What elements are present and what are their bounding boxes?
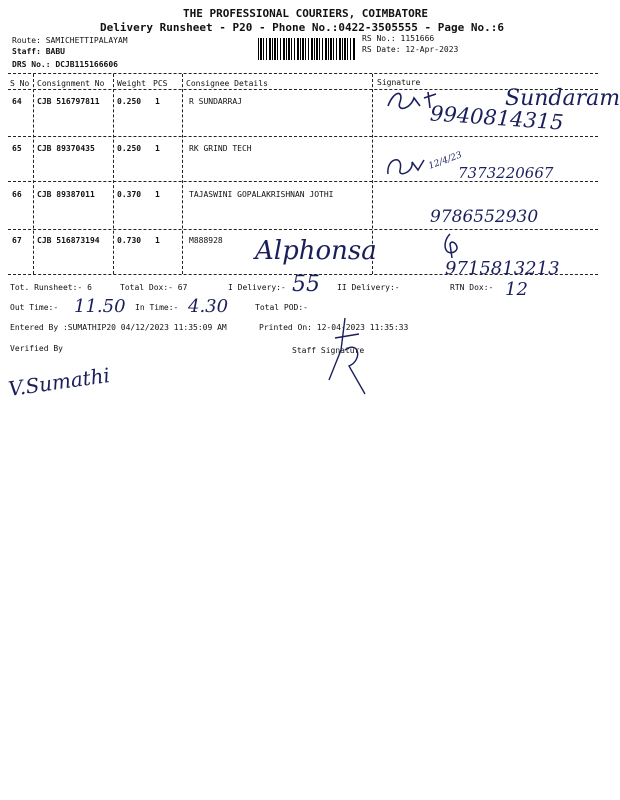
row-65-consignment: CJB 89370435 — [37, 144, 95, 153]
col-rule — [113, 74, 114, 274]
signature-65-phone: 7373220667 — [458, 164, 554, 182]
verified-by-label: Verified By — [10, 344, 63, 353]
row-67-consignee: M888928 — [189, 236, 223, 245]
entered-by: Entered By :SUMATHIP20 04/12/2023 11:35:09 AM — [10, 323, 227, 332]
row-65-pcs: 1 — [155, 144, 160, 153]
row-66-weight: 0.370 — [117, 190, 142, 199]
i-delivery-label: I Delivery:- — [228, 283, 286, 292]
rs-date: RS Date: 12-Apr-2023 — [362, 45, 459, 54]
col-header-pcs: PCS — [153, 79, 168, 88]
signature-scribble — [384, 150, 434, 180]
table-top-rule — [8, 73, 598, 74]
row-64-consignment: CJB 516797811 — [37, 97, 100, 106]
signature-64-name: Sundaram — [505, 86, 620, 111]
barcode — [258, 38, 356, 60]
row-divider — [8, 229, 598, 230]
rtn-dox-value: 12 — [505, 279, 528, 300]
signature-67-name: Alphonsa — [255, 236, 377, 266]
printed-on: Printed On: 12-04-2023 11:35:33 — [259, 323, 409, 332]
route-label: Route: SAMICHETTIPALAYAM — [12, 36, 128, 45]
i-delivery-value: 55 — [292, 272, 320, 297]
total-runsheet: Tot. Runsheet:- 6 — [10, 283, 92, 292]
row-65-consignee: RK GRIND TECH — [189, 144, 252, 153]
in-time-value: 4.30 — [188, 296, 229, 317]
ii-delivery-label: II Delivery:- — [337, 283, 400, 292]
company-title: THE PROFESSIONAL COURIERS, COIMBATORE — [183, 7, 429, 20]
staff-signature-scribble — [315, 310, 375, 400]
rtn-dox-label: RTN Dox:- — [450, 283, 494, 292]
col-rule — [182, 74, 183, 274]
drs-number: DRS No.: DCJB115166606 — [12, 60, 118, 69]
row-65-weight: 0.250 — [117, 144, 142, 153]
row-65-sno: 65 — [12, 144, 22, 153]
out-time-value: 11.50 — [74, 296, 126, 317]
signature-67-phone: 9715813213 — [445, 258, 560, 279]
row-67-weight: 0.730 — [117, 236, 142, 245]
runsheet-subtitle: Delivery Runsheet - P20 - Phone No.:0422-3505555 - Page No.:6 — [100, 21, 504, 34]
row-64-sno: 64 — [12, 97, 22, 106]
total-dox: Total Dox:- 67 — [120, 283, 188, 292]
col-header-consignment: Consignment No — [37, 79, 105, 88]
col-header-consignee: Consignee Details — [186, 79, 268, 88]
signature-66-phone: 9786552930 — [430, 207, 539, 227]
row-66-consignment: CJB 89387011 — [37, 190, 95, 199]
row-67-consignment: CJB 516873194 — [37, 236, 100, 245]
col-header-sno: S No — [10, 79, 30, 88]
col-header-signature: Signature — [377, 78, 421, 87]
rs-number: RS No.: 1151666 — [362, 34, 435, 43]
row-67-pcs: 1 — [155, 236, 160, 245]
row-divider — [8, 136, 598, 137]
signature-65-date: 12/4/23 — [427, 150, 464, 172]
row-64-consignee: R SUNDARRAJ — [189, 97, 242, 106]
in-time-label: In Time:- — [135, 303, 179, 312]
row-67-sno: 67 — [12, 236, 22, 245]
col-header-weight: Weight — [117, 79, 146, 88]
row-66-consignee: TAJASWINI GOPALAKRISHNAN JOTHI — [189, 190, 334, 199]
col-rule — [33, 74, 34, 274]
row-64-weight: 0.250 — [117, 97, 142, 106]
signature-scribble — [440, 230, 470, 260]
signature-64-phone: 9940814315 — [429, 101, 565, 135]
row-64-pcs: 1 — [155, 97, 160, 106]
row-66-pcs: 1 — [155, 190, 160, 199]
row-66-sno: 66 — [12, 190, 22, 199]
total-pod-label: Total POD:- — [255, 303, 308, 312]
staff-label: Staff: BABU — [12, 47, 65, 56]
staff-signature-label: Staff Signature — [292, 346, 365, 355]
out-time-label: Out Time:- — [10, 303, 59, 312]
verified-signature: V.Sumathi — [6, 363, 112, 401]
